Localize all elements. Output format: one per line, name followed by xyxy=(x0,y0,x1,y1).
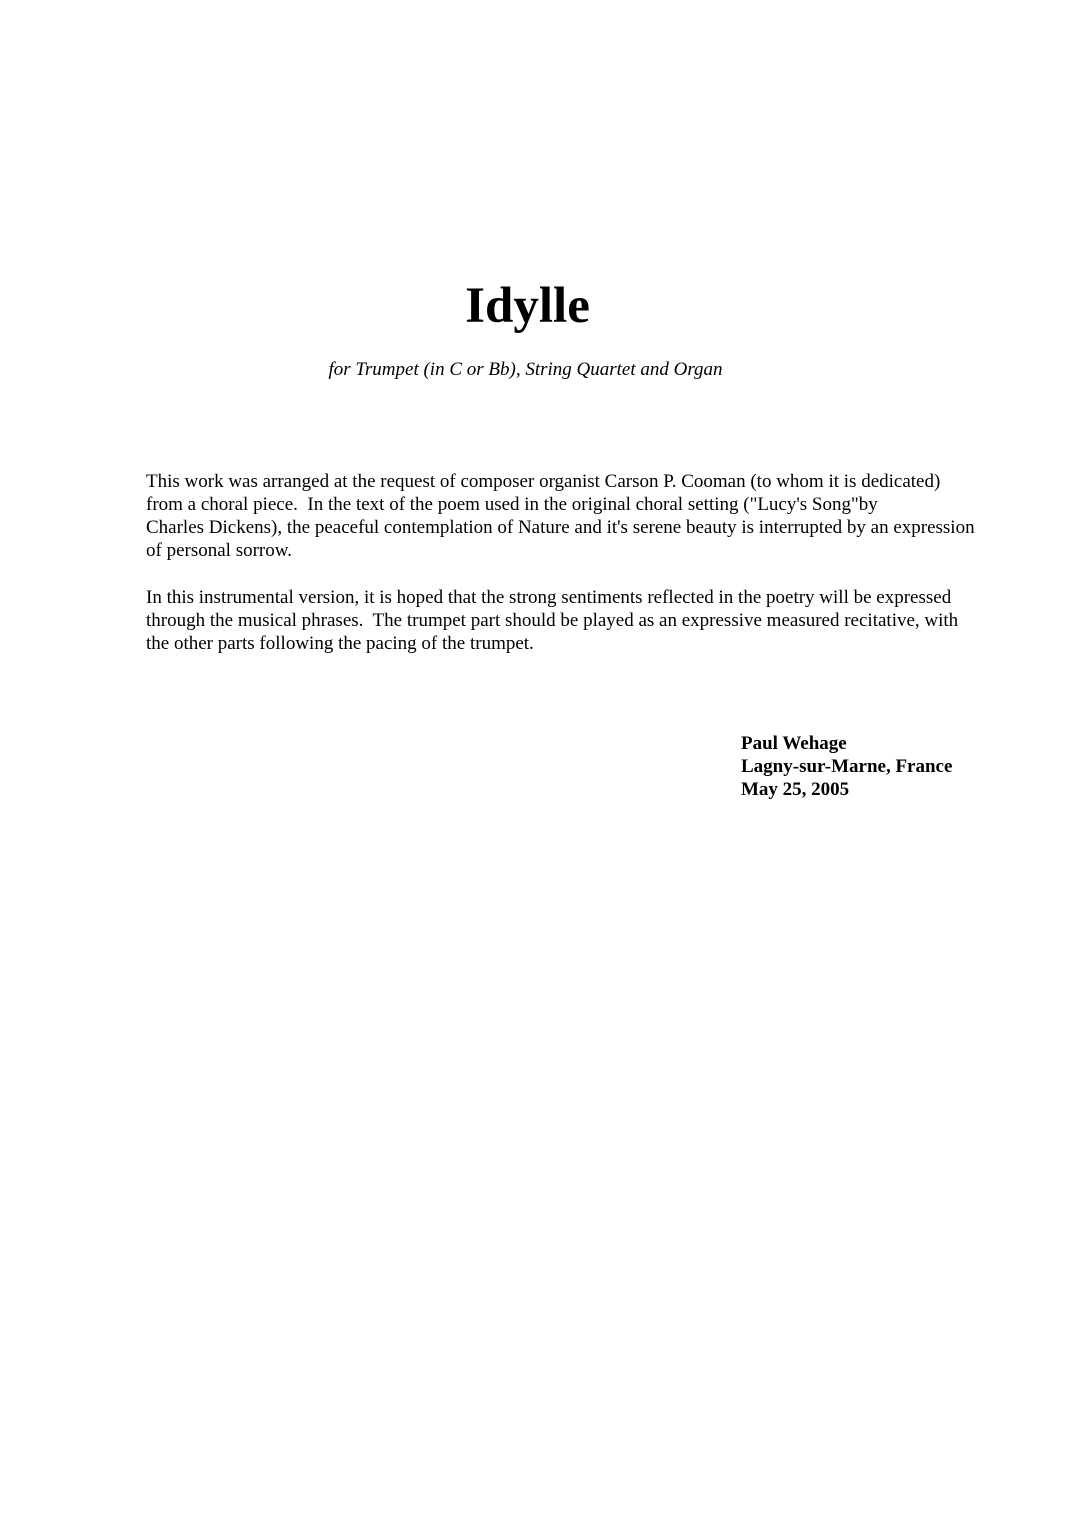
page-title: Idylle xyxy=(465,278,590,334)
paragraph-performance-notes xyxy=(146,586,1046,655)
paragraph-line: In this instrumental version, it is hoped that the strong sentiments reflected in the poetry will be expressed xyxy=(146,587,952,608)
signature-block xyxy=(741,732,952,801)
paragraph-line: Charles Dickens), the peaceful contemplation of Nature and it's serene beauty is interrupted by an expression xyxy=(146,517,975,538)
paragraph-line: This work was arranged at the request of composer organist Carson P. Cooman (to whom it is dedicated) xyxy=(146,471,941,492)
subtitle: for Trumpet (in C or Bb), String Quartet and Organ xyxy=(328,359,723,380)
paragraph-line: from a choral piece. In the text of the poem used in the original choral setting ("Lucy's Song"by xyxy=(146,494,878,515)
paragraph-line: through the musical phrases. The trumpet part should be played as an expressive measured recitative, with xyxy=(146,610,959,631)
paragraph-dedication xyxy=(146,470,1046,562)
signature-name: Paul Wehage xyxy=(741,733,847,754)
paragraph-line: the other parts following the pacing of the trumpet. xyxy=(146,633,534,654)
paragraph-line: of personal sorrow. xyxy=(146,540,292,561)
signature-place: Lagny-sur-Marne, France xyxy=(741,756,953,777)
signature-date: May 25, 2005 xyxy=(741,779,850,800)
